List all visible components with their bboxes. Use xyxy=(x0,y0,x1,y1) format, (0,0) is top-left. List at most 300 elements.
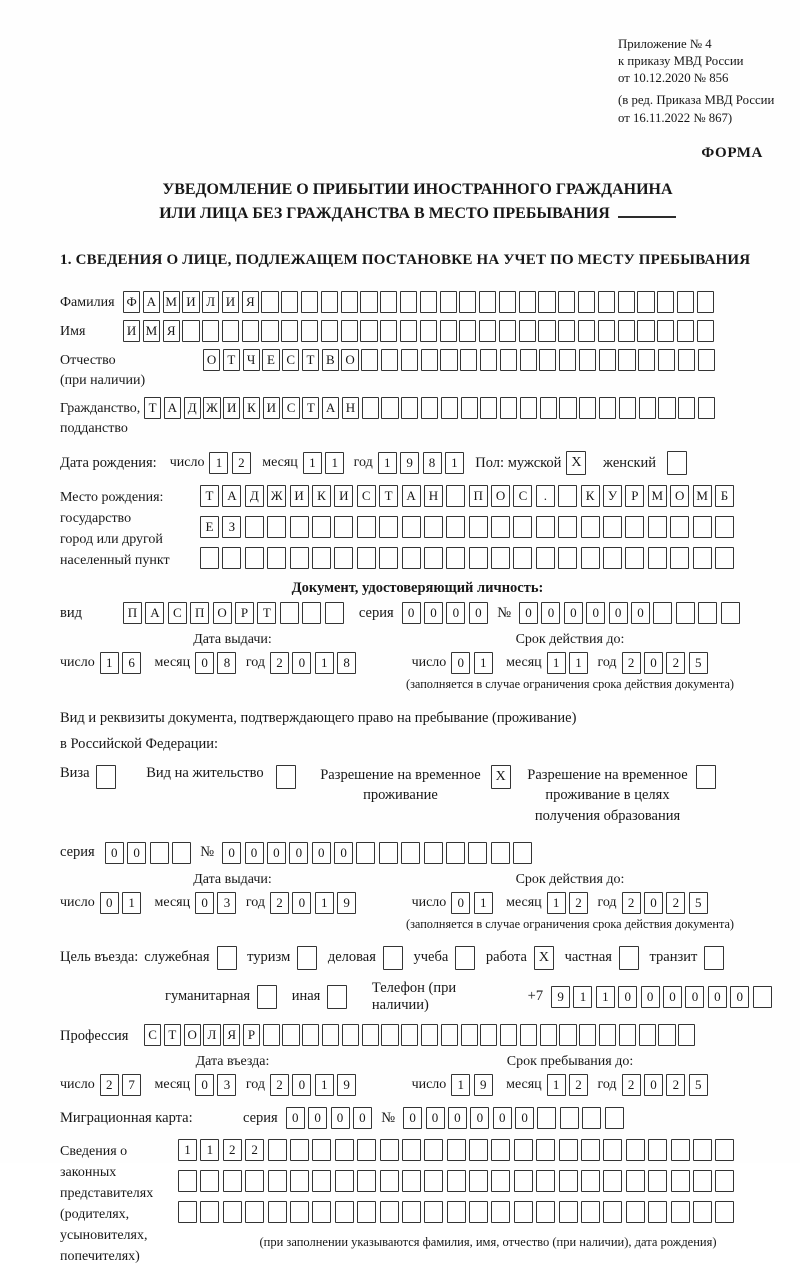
char-cell[interactable]: А xyxy=(322,397,339,419)
char-cell[interactable] xyxy=(217,946,237,970)
id-valid-month-cells[interactable] xyxy=(547,652,592,674)
char-cell[interactable] xyxy=(693,516,712,538)
char-cell[interactable]: П xyxy=(469,485,488,507)
char-cell[interactable] xyxy=(357,516,376,538)
char-cell[interactable] xyxy=(261,320,278,342)
char-cell[interactable] xyxy=(400,320,417,342)
char-cell[interactable] xyxy=(637,291,654,313)
char-cell[interactable]: 1 xyxy=(596,986,615,1008)
char-cell[interactable]: И xyxy=(182,291,199,313)
char-cell[interactable]: 0 xyxy=(308,1107,327,1129)
char-cell[interactable] xyxy=(335,1170,354,1192)
char-cell[interactable] xyxy=(401,1024,418,1046)
char-cell[interactable]: Н xyxy=(342,397,359,419)
char-cell[interactable] xyxy=(267,547,286,569)
char-cell[interactable]: П xyxy=(190,602,209,624)
char-cell[interactable]: 6 xyxy=(122,652,141,674)
char-cell[interactable] xyxy=(671,1170,690,1192)
permit-valid-year-cells[interactable] xyxy=(622,892,712,914)
sex-male-checkbox[interactable] xyxy=(566,451,589,475)
char-cell[interactable]: 0 xyxy=(292,1074,311,1096)
char-cell[interactable] xyxy=(581,1201,600,1223)
citizenship-cells[interactable] xyxy=(144,397,718,419)
char-cell[interactable] xyxy=(357,547,376,569)
char-cell[interactable]: 1 xyxy=(325,452,344,474)
char-cell[interactable] xyxy=(678,349,695,371)
char-cell[interactable] xyxy=(513,547,532,569)
char-cell[interactable] xyxy=(603,516,622,538)
char-cell[interactable] xyxy=(361,349,378,371)
char-cell[interactable]: О xyxy=(203,349,220,371)
char-cell[interactable]: С xyxy=(513,485,532,507)
char-cell[interactable] xyxy=(459,320,476,342)
char-cell[interactable]: 0 xyxy=(105,842,124,864)
char-cell[interactable] xyxy=(327,985,347,1009)
char-cell[interactable]: С xyxy=(168,602,187,624)
char-cell[interactable]: 0 xyxy=(403,1107,422,1129)
char-cell[interactable] xyxy=(290,516,309,538)
char-cell[interactable] xyxy=(513,842,532,864)
char-cell[interactable]: 2 xyxy=(569,892,588,914)
char-cell[interactable] xyxy=(446,547,465,569)
char-cell[interactable] xyxy=(469,1170,488,1192)
char-cell[interactable]: 1 xyxy=(178,1139,197,1161)
char-cell[interactable] xyxy=(697,291,714,313)
stay-year-cells[interactable] xyxy=(622,1074,712,1096)
char-cell[interactable] xyxy=(245,1170,264,1192)
char-cell[interactable] xyxy=(268,1201,287,1223)
char-cell[interactable] xyxy=(536,1139,555,1161)
birthplace-row1-cells[interactable] xyxy=(200,485,737,507)
entry-month-cells[interactable] xyxy=(195,1074,240,1096)
char-cell[interactable]: 1 xyxy=(547,892,566,914)
char-cell[interactable] xyxy=(500,397,517,419)
char-cell[interactable] xyxy=(325,602,344,624)
char-cell[interactable]: 2 xyxy=(569,1074,588,1096)
char-cell[interactable]: 0 xyxy=(685,986,704,1008)
char-cell[interactable]: Я xyxy=(242,291,259,313)
char-cell[interactable]: Д xyxy=(184,397,201,419)
char-cell[interactable] xyxy=(599,397,616,419)
id-valid-year-cells[interactable] xyxy=(622,652,712,674)
char-cell[interactable]: 2 xyxy=(232,452,251,474)
char-cell[interactable]: 0 xyxy=(631,602,650,624)
char-cell[interactable] xyxy=(536,1170,555,1192)
char-cell[interactable] xyxy=(579,349,596,371)
char-cell[interactable] xyxy=(357,1139,376,1161)
char-cell[interactable] xyxy=(312,1139,331,1161)
char-cell[interactable]: Е xyxy=(200,516,219,538)
char-cell[interactable]: 0 xyxy=(618,986,637,1008)
purpose-business-checkbox[interactable] xyxy=(383,946,406,970)
purpose-official-checkbox[interactable] xyxy=(217,946,240,970)
id-issue-day-cells[interactable] xyxy=(100,652,145,674)
char-cell[interactable] xyxy=(648,516,667,538)
char-cell[interactable] xyxy=(704,946,724,970)
char-cell[interactable] xyxy=(648,1139,667,1161)
char-cell[interactable]: 2 xyxy=(666,652,685,674)
char-cell[interactable] xyxy=(626,1201,645,1223)
guardians-row3-cells[interactable] xyxy=(178,1201,758,1223)
char-cell[interactable]: Р xyxy=(243,1024,260,1046)
char-cell[interactable] xyxy=(500,1024,517,1046)
char-cell[interactable] xyxy=(282,1024,299,1046)
char-cell[interactable] xyxy=(178,1201,197,1223)
char-cell[interactable]: 1 xyxy=(474,892,493,914)
char-cell[interactable] xyxy=(536,1201,555,1223)
char-cell[interactable] xyxy=(715,547,734,569)
birth-year-cells[interactable] xyxy=(378,452,468,474)
char-cell[interactable]: 2 xyxy=(223,1139,242,1161)
char-cell[interactable] xyxy=(360,291,377,313)
char-cell[interactable] xyxy=(402,516,421,538)
char-cell[interactable]: Т xyxy=(257,602,276,624)
char-cell[interactable] xyxy=(460,349,477,371)
char-cell[interactable] xyxy=(581,1170,600,1192)
char-cell[interactable]: Т xyxy=(223,349,240,371)
char-cell[interactable] xyxy=(618,291,635,313)
char-cell[interactable]: 1 xyxy=(547,1074,566,1096)
char-cell[interactable] xyxy=(469,1201,488,1223)
char-cell[interactable] xyxy=(459,291,476,313)
patronymic-cells[interactable] xyxy=(203,349,717,371)
char-cell[interactable]: 2 xyxy=(622,892,641,914)
permit-issue-year-cells[interactable] xyxy=(270,892,360,914)
char-cell[interactable] xyxy=(639,1024,656,1046)
char-cell[interactable] xyxy=(639,397,656,419)
char-cell[interactable] xyxy=(559,1024,576,1046)
char-cell[interactable] xyxy=(402,1201,421,1223)
char-cell[interactable] xyxy=(223,1201,242,1223)
char-cell[interactable] xyxy=(424,1170,443,1192)
char-cell[interactable] xyxy=(420,320,437,342)
purpose-tourism-checkbox[interactable] xyxy=(297,946,320,970)
visa-checkbox[interactable] xyxy=(96,765,119,789)
char-cell[interactable] xyxy=(468,842,487,864)
char-cell[interactable]: 1 xyxy=(378,452,397,474)
char-cell[interactable] xyxy=(500,349,517,371)
char-cell[interactable] xyxy=(715,516,734,538)
char-cell[interactable] xyxy=(479,291,496,313)
char-cell[interactable] xyxy=(380,320,397,342)
char-cell[interactable] xyxy=(379,842,398,864)
char-cell[interactable]: Е xyxy=(262,349,279,371)
char-cell[interactable] xyxy=(290,547,309,569)
char-cell[interactable] xyxy=(598,291,615,313)
char-cell[interactable] xyxy=(178,1170,197,1192)
char-cell[interactable] xyxy=(698,602,717,624)
char-cell[interactable]: И xyxy=(334,485,353,507)
char-cell[interactable]: 0 xyxy=(424,602,443,624)
doc-type-cells[interactable] xyxy=(123,602,347,624)
char-cell[interactable] xyxy=(421,397,438,419)
char-cell[interactable] xyxy=(619,397,636,419)
char-cell[interactable] xyxy=(182,320,199,342)
char-cell[interactable]: 8 xyxy=(337,652,356,674)
char-cell[interactable] xyxy=(290,1201,309,1223)
char-cell[interactable] xyxy=(424,1139,443,1161)
temp-residence-edu-checkbox[interactable] xyxy=(696,765,719,789)
char-cell[interactable] xyxy=(447,1139,466,1161)
char-cell[interactable] xyxy=(540,1024,557,1046)
char-cell[interactable] xyxy=(380,1201,399,1223)
char-cell[interactable]: 2 xyxy=(270,892,289,914)
char-cell[interactable] xyxy=(334,547,353,569)
char-cell[interactable]: 0 xyxy=(493,1107,512,1129)
char-cell[interactable]: 9 xyxy=(337,892,356,914)
char-cell[interactable] xyxy=(312,1201,331,1223)
char-cell[interactable]: 2 xyxy=(245,1139,264,1161)
birthplace-row2-cells[interactable] xyxy=(200,516,737,538)
char-cell[interactable] xyxy=(322,1024,339,1046)
char-cell[interactable] xyxy=(245,547,264,569)
char-cell[interactable]: 1 xyxy=(315,1074,334,1096)
char-cell[interactable] xyxy=(383,946,403,970)
char-cell[interactable] xyxy=(222,320,239,342)
char-cell[interactable] xyxy=(658,397,675,419)
char-cell[interactable] xyxy=(715,1170,734,1192)
char-cell[interactable]: 2 xyxy=(622,652,641,674)
char-cell[interactable]: О xyxy=(341,349,358,371)
char-cell[interactable] xyxy=(479,320,496,342)
char-cell[interactable] xyxy=(379,547,398,569)
char-cell[interactable] xyxy=(581,516,600,538)
char-cell[interactable]: Ч xyxy=(243,349,260,371)
purpose-transit-checkbox[interactable] xyxy=(704,946,727,970)
char-cell[interactable] xyxy=(678,397,695,419)
char-cell[interactable]: К xyxy=(312,485,331,507)
char-cell[interactable]: 0 xyxy=(195,652,214,674)
char-cell[interactable] xyxy=(461,1024,478,1046)
char-cell[interactable] xyxy=(301,320,318,342)
char-cell[interactable] xyxy=(677,291,694,313)
char-cell[interactable] xyxy=(263,1024,280,1046)
char-cell[interactable]: 1 xyxy=(200,1139,219,1161)
char-cell[interactable] xyxy=(276,765,296,789)
char-cell[interactable] xyxy=(538,291,555,313)
char-cell[interactable]: Т xyxy=(302,349,319,371)
char-cell[interactable]: 0 xyxy=(195,892,214,914)
char-cell[interactable]: 0 xyxy=(446,602,465,624)
char-cell[interactable] xyxy=(461,397,478,419)
char-cell[interactable] xyxy=(579,397,596,419)
char-cell[interactable] xyxy=(603,1170,622,1192)
char-cell[interactable] xyxy=(715,1201,734,1223)
char-cell[interactable]: С xyxy=(357,485,376,507)
permit-number-cells[interactable] xyxy=(222,842,535,864)
char-cell[interactable] xyxy=(401,397,418,419)
char-cell[interactable]: 0 xyxy=(426,1107,445,1129)
char-cell[interactable]: 0 xyxy=(100,892,119,914)
id-issue-year-cells[interactable] xyxy=(270,652,360,674)
char-cell[interactable] xyxy=(657,320,674,342)
char-cell[interactable]: Н xyxy=(424,485,443,507)
char-cell[interactable] xyxy=(520,349,537,371)
char-cell[interactable] xyxy=(671,1139,690,1161)
char-cell[interactable] xyxy=(202,320,219,342)
char-cell[interactable] xyxy=(446,485,465,507)
char-cell[interactable] xyxy=(491,1139,510,1161)
char-cell[interactable] xyxy=(223,1170,242,1192)
char-cell[interactable]: X xyxy=(491,765,511,789)
char-cell[interactable] xyxy=(297,946,317,970)
char-cell[interactable] xyxy=(618,320,635,342)
char-cell[interactable] xyxy=(625,547,644,569)
char-cell[interactable] xyxy=(424,1201,443,1223)
char-cell[interactable] xyxy=(693,1201,712,1223)
char-cell[interactable] xyxy=(753,986,772,1008)
char-cell[interactable]: 0 xyxy=(663,986,682,1008)
char-cell[interactable] xyxy=(480,1024,497,1046)
char-cell[interactable]: 3 xyxy=(217,1074,236,1096)
char-cell[interactable] xyxy=(696,765,716,789)
char-cell[interactable]: 8 xyxy=(217,652,236,674)
char-cell[interactable] xyxy=(446,516,465,538)
char-cell[interactable] xyxy=(321,320,338,342)
char-cell[interactable] xyxy=(245,1201,264,1223)
char-cell[interactable]: 0 xyxy=(451,892,470,914)
char-cell[interactable] xyxy=(626,1170,645,1192)
char-cell[interactable]: 0 xyxy=(609,602,628,624)
char-cell[interactable] xyxy=(658,349,675,371)
char-cell[interactable] xyxy=(537,1107,556,1129)
char-cell[interactable] xyxy=(520,397,537,419)
char-cell[interactable]: З xyxy=(222,516,241,538)
purpose-study-checkbox[interactable] xyxy=(455,946,478,970)
char-cell[interactable]: Б xyxy=(715,485,734,507)
stay-day-cells[interactable] xyxy=(451,1074,496,1096)
char-cell[interactable] xyxy=(200,1170,219,1192)
char-cell[interactable]: 1 xyxy=(209,452,228,474)
char-cell[interactable]: 0 xyxy=(312,842,331,864)
char-cell[interactable]: 2 xyxy=(666,892,685,914)
char-cell[interactable] xyxy=(150,842,169,864)
char-cell[interactable] xyxy=(558,320,575,342)
char-cell[interactable] xyxy=(312,1170,331,1192)
char-cell[interactable] xyxy=(514,1139,533,1161)
char-cell[interactable] xyxy=(499,320,516,342)
char-cell[interactable] xyxy=(559,397,576,419)
permit-valid-month-cells[interactable] xyxy=(547,892,592,914)
char-cell[interactable] xyxy=(693,1170,712,1192)
char-cell[interactable]: Ж xyxy=(203,397,220,419)
char-cell[interactable]: 9 xyxy=(400,452,419,474)
char-cell[interactable]: 0 xyxy=(334,842,353,864)
sex-female-checkbox[interactable] xyxy=(667,451,690,475)
char-cell[interactable]: 0 xyxy=(331,1107,350,1129)
char-cell[interactable]: 0 xyxy=(644,1074,663,1096)
temp-residence-checkbox[interactable] xyxy=(491,765,514,789)
char-cell[interactable]: 2 xyxy=(270,1074,289,1096)
id-valid-day-cells[interactable] xyxy=(451,652,496,674)
char-cell[interactable] xyxy=(469,547,488,569)
char-cell[interactable] xyxy=(491,547,510,569)
char-cell[interactable] xyxy=(362,397,379,419)
char-cell[interactable] xyxy=(381,349,398,371)
surname-cells[interactable] xyxy=(123,291,716,313)
char-cell[interactable]: Т xyxy=(302,397,319,419)
char-cell[interactable] xyxy=(312,547,331,569)
char-cell[interactable] xyxy=(301,291,318,313)
char-cell[interactable]: 0 xyxy=(730,986,749,1008)
char-cell[interactable] xyxy=(499,291,516,313)
char-cell[interactable] xyxy=(245,516,264,538)
char-cell[interactable] xyxy=(335,1201,354,1223)
char-cell[interactable] xyxy=(603,1139,622,1161)
char-cell[interactable] xyxy=(491,1170,510,1192)
char-cell[interactable]: Р xyxy=(625,485,644,507)
char-cell[interactable]: А xyxy=(164,397,181,419)
char-cell[interactable]: М xyxy=(693,485,712,507)
char-cell[interactable] xyxy=(261,291,278,313)
purpose-humanitarian-checkbox[interactable] xyxy=(257,985,280,1009)
id-issue-month-cells[interactable] xyxy=(195,652,240,674)
char-cell[interactable] xyxy=(540,397,557,419)
char-cell[interactable]: 8 xyxy=(423,452,442,474)
char-cell[interactable] xyxy=(599,1024,616,1046)
char-cell[interactable] xyxy=(558,485,577,507)
char-cell[interactable] xyxy=(625,516,644,538)
char-cell[interactable] xyxy=(96,765,116,789)
char-cell[interactable] xyxy=(653,602,672,624)
char-cell[interactable] xyxy=(491,1201,510,1223)
char-cell[interactable] xyxy=(693,547,712,569)
char-cell[interactable]: 1 xyxy=(122,892,141,914)
char-cell[interactable]: 1 xyxy=(445,452,464,474)
char-cell[interactable] xyxy=(312,516,331,538)
char-cell[interactable] xyxy=(357,1170,376,1192)
char-cell[interactable]: И xyxy=(263,397,280,419)
char-cell[interactable]: А xyxy=(402,485,421,507)
char-cell[interactable] xyxy=(424,842,443,864)
char-cell[interactable]: 0 xyxy=(195,1074,214,1096)
char-cell[interactable] xyxy=(290,1139,309,1161)
char-cell[interactable]: 0 xyxy=(402,602,421,624)
char-cell[interactable] xyxy=(401,842,420,864)
char-cell[interactable] xyxy=(693,1139,712,1161)
char-cell[interactable] xyxy=(380,291,397,313)
char-cell[interactable] xyxy=(257,985,277,1009)
char-cell[interactable]: Я xyxy=(223,1024,240,1046)
char-cell[interactable] xyxy=(381,397,398,419)
char-cell[interactable] xyxy=(447,1170,466,1192)
char-cell[interactable]: 0 xyxy=(292,892,311,914)
purpose-other-checkbox[interactable] xyxy=(327,985,350,1009)
purpose-work-checkbox[interactable] xyxy=(534,946,557,970)
char-cell[interactable]: Л xyxy=(202,291,219,313)
phone-cells[interactable] xyxy=(551,986,775,1008)
char-cell[interactable]: 0 xyxy=(451,652,470,674)
guardians-row1-cells[interactable] xyxy=(178,1139,758,1161)
char-cell[interactable] xyxy=(222,547,241,569)
char-cell[interactable] xyxy=(558,291,575,313)
char-cell[interactable] xyxy=(290,1170,309,1192)
char-cell[interactable] xyxy=(421,1024,438,1046)
birthplace-row3-cells[interactable] xyxy=(200,547,737,569)
char-cell[interactable] xyxy=(677,320,694,342)
char-cell[interactable]: И xyxy=(223,397,240,419)
id-number-cells[interactable] xyxy=(519,602,743,624)
char-cell[interactable] xyxy=(581,1139,600,1161)
char-cell[interactable] xyxy=(579,1024,596,1046)
char-cell[interactable] xyxy=(599,349,616,371)
char-cell[interactable] xyxy=(440,291,457,313)
char-cell[interactable] xyxy=(558,547,577,569)
char-cell[interactable] xyxy=(536,547,555,569)
char-cell[interactable] xyxy=(380,1170,399,1192)
char-cell[interactable] xyxy=(335,1139,354,1161)
char-cell[interactable] xyxy=(302,1024,319,1046)
